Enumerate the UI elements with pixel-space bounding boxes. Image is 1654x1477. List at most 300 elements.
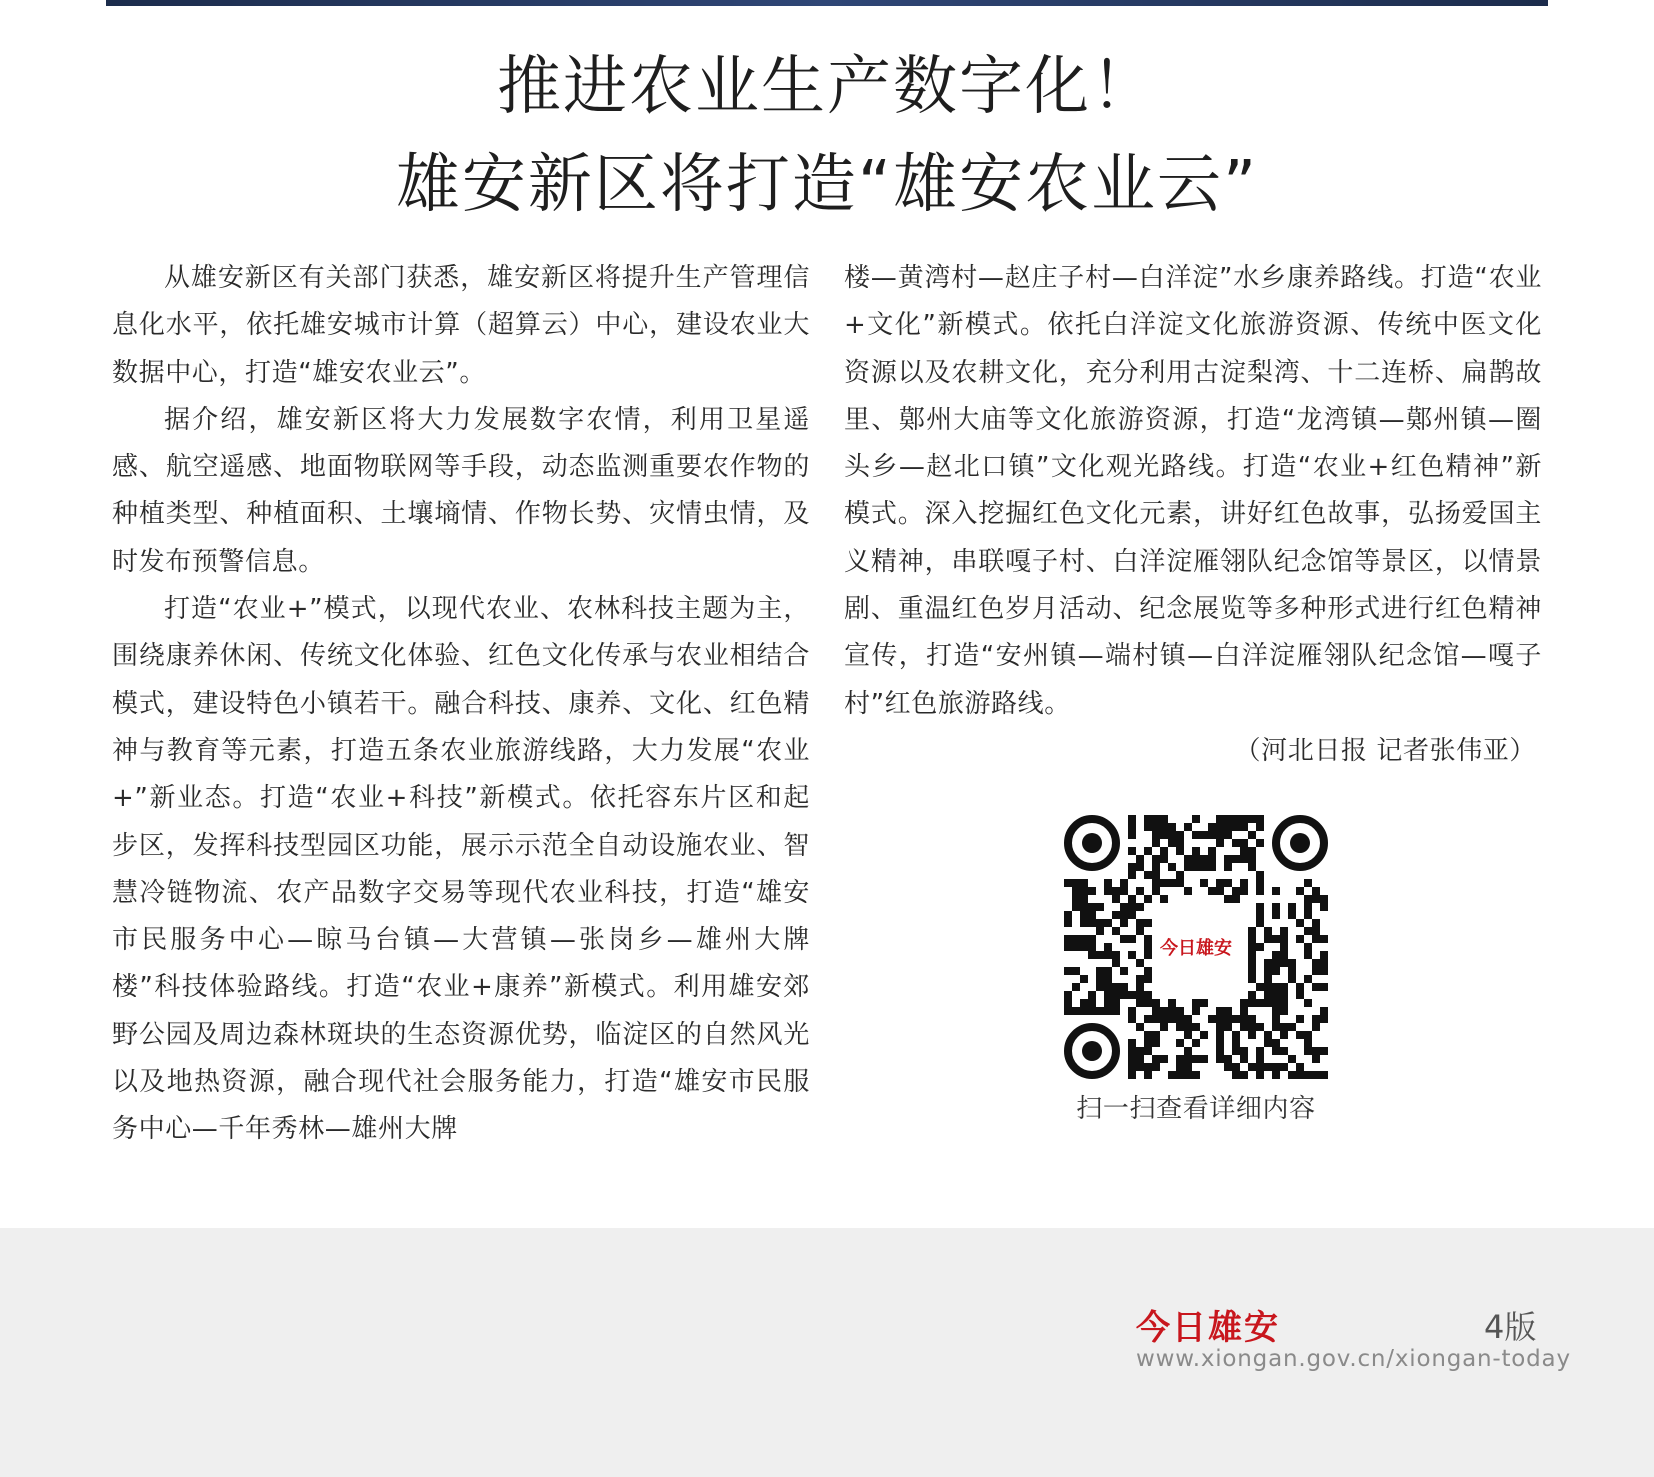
qr-module [1128,1071,1136,1079]
qr-module [1144,943,1152,951]
qr-module [1176,1015,1184,1023]
qr-module [1128,847,1136,855]
qr-module [1248,831,1256,839]
qr-module [1248,863,1256,871]
article-headline [0,38,1654,234]
qr-module [1312,959,1320,967]
qr-module [1280,951,1288,959]
qr-module [1280,935,1288,943]
qr-module [1200,831,1208,839]
qr-module [1082,833,1102,853]
qr-module [1256,903,1264,911]
qr-module [1080,999,1088,1007]
qr-module [1176,1039,1184,1047]
qr-module [1232,855,1240,863]
qr-module [1320,983,1328,991]
qr-module [1216,1047,1224,1055]
qr-module [1240,823,1248,831]
qr-module [1120,879,1128,887]
qr-center-logo: 今日雄安 [1160,938,1232,959]
qr-module [1144,1031,1152,1039]
qr-module [1248,1063,1256,1071]
qr-module [1112,951,1120,959]
qr-module [1240,815,1248,823]
qr-module [1144,895,1152,903]
qr-module [1192,863,1200,871]
qr-module [1176,1055,1184,1063]
qr-module [1192,831,1200,839]
qr-module [1320,951,1328,959]
qr-module [1088,951,1096,959]
qr-module [1128,1007,1136,1015]
qr-module [1128,1063,1136,1071]
qr-module [1224,895,1232,903]
qr-module [1240,887,1248,895]
qr-module [1168,1015,1176,1023]
qr-module [1128,903,1136,911]
qr-module [1192,1071,1200,1079]
qr-module [1072,943,1080,951]
qr-module [1136,919,1144,927]
qr-module [1304,999,1312,1007]
qr-module [1304,1039,1312,1047]
qr-module [1280,943,1288,951]
qr-module [1280,983,1288,991]
qr-module [1080,943,1088,951]
page-number: 4版 [1484,1308,1537,1346]
qr-module [1168,863,1176,871]
qr-module [1064,991,1072,999]
qr-module [1280,959,1288,967]
qr-module [1136,903,1144,911]
qr-module [1240,839,1248,847]
qr-module [1088,919,1096,927]
qr-module [1208,863,1216,871]
qr-module [1128,895,1136,903]
qr-module [1080,911,1088,919]
paragraph: 从雄安新区有关部门获悉，雄安新区将提升生产管理信息化水平，依托雄安城市计算（超算云）中心，建设农业大数据中心，打造“雄安农业云”。 [112,263,810,388]
qr-module [1152,999,1160,1007]
qr-module [1120,991,1128,999]
qr-module [1128,951,1136,959]
qr-module [1080,887,1088,895]
qr-module [1144,999,1152,1007]
qr-module [1184,1031,1192,1039]
qr-module [1176,1007,1184,1015]
qr-module [1152,1063,1160,1071]
qr-module [1144,975,1152,983]
qr-module [1104,1007,1112,1015]
qr-module [1144,967,1152,975]
qr-module [1152,855,1160,863]
qr-module [1200,879,1208,887]
qr-module [1280,991,1288,999]
qr-module [1104,983,1112,991]
qr-module [1088,999,1096,1007]
qr-module [1232,1015,1240,1023]
qr-module [1088,887,1096,895]
qr-module [1280,1047,1288,1055]
qr-module [1208,823,1216,831]
qr-module [1080,879,1088,887]
qr-module [1176,879,1184,887]
qr-module [1160,1055,1168,1063]
qr-module [1264,967,1272,975]
qr-module [1296,1015,1304,1023]
qr-module [1296,919,1304,927]
qr-module [1248,975,1256,983]
qr-module [1136,999,1144,1007]
qr-module [1296,935,1304,943]
qr-module [1088,935,1096,943]
qr-module [1304,943,1312,951]
qr-module [1120,911,1128,919]
qr-module [1192,855,1200,863]
qr-module [1232,887,1240,895]
qr-module [1184,1071,1192,1079]
qr-module [1168,831,1176,839]
qr-module [1136,959,1144,967]
qr-module [1312,967,1320,975]
qr-module [1096,951,1104,959]
qr-module [1152,1039,1160,1047]
qr-module [1104,975,1112,983]
qr-module [1288,1023,1296,1031]
qr-module [1184,1015,1192,1023]
qr-module [1312,887,1320,895]
paragraph-continuation: 楼—黄湾村—赵庄子村—白洋淀”水乡康养路线。打造“农业+文化”新模式。依托白洋淀文化旅游资源、传统中医文化资源以及农耕文化，充分利用古淀梨湾、十二连桥、扁鹊故里、鄚州大庙等文化旅游资源，打造“龙湾镇—鄚州镇—圈头乡—赵北口镇”文化观光路线。打造“农业+红色精神”新模式。深入挖掘红色文化元素，讲好红色故事，弘扬爱国主义精神，串联嘎子村、白洋淀雁翎队纪念馆等景区，以情景剧、重温红色岁月活动、纪念展览等多种形式进行红色精神宣传，打造“安州镇—端村镇—白洋淀雁翎队纪念馆—嘎子村”红色旅游路线。 [844,263,1542,719]
qr-module [1080,935,1088,943]
qr-module [1168,839,1176,847]
site-url[interactable]: www.xiongan.gov.cn/xiongan-today [1136,1346,1571,1372]
qr-module [1232,1031,1240,1039]
qr-module [1272,959,1280,967]
qr-module [1152,1055,1160,1063]
qr-module [1272,951,1280,959]
qr-module [1144,871,1152,879]
qr-module [1120,935,1128,943]
qr-module [1240,1015,1248,1023]
qr-module [1224,1055,1232,1063]
qr-module [1248,927,1256,935]
qr-module [1104,887,1112,895]
qr-module [1168,1007,1176,1015]
qr-module [1072,967,1080,975]
qr-module [1144,823,1152,831]
qr-module [1312,1071,1320,1079]
qr-module [1288,975,1296,983]
qr-module [1072,895,1080,903]
qr-module [1088,943,1096,951]
headline-line-2: 雄安新区将打造“雄安农业云” [395,148,1259,222]
qr-module [1320,1047,1328,1055]
qr-module [1224,1063,1232,1071]
qr-module [1104,999,1112,1007]
qr-module [1160,1023,1168,1031]
qr-module [1128,1015,1136,1023]
qr-module [1082,1041,1102,1061]
qr-module [1240,1007,1248,1015]
qr-module [1064,919,1072,927]
qr-module [1160,1007,1168,1015]
qr-module [1120,983,1128,991]
qr-module [1256,839,1264,847]
qr-module [1184,1047,1192,1055]
qr-module [1192,1039,1200,1047]
qr-module [1256,887,1264,895]
qr-module [1224,815,1232,823]
qr-module [1096,983,1104,991]
qr-module [1304,911,1312,919]
qr-module [1304,895,1312,903]
qr-module [1304,1047,1312,1055]
qr-module [1160,815,1168,823]
qr-module [1184,1063,1192,1071]
qr-module [1080,1007,1088,1015]
qr-module [1216,1055,1224,1063]
qr-module [1144,991,1152,999]
qr-module [1064,999,1072,1007]
qr-module [1248,855,1256,863]
qr-module [1304,951,1312,959]
qr-module [1136,1047,1144,1055]
qr-module [1312,919,1320,927]
qr-code[interactable] [1064,815,1328,1079]
qr-module [1152,1031,1160,1039]
qr-module [1088,911,1096,919]
qr-module [1112,887,1120,895]
paragraph: 打造“农业+”模式，以现代农业、农林科技主题为主，围绕康养休闲、传统文化体验、红色文化传承与农业相结合模式，建设特色小镇若干。融合科技、康养、文化、红色精神与教育等元素，打造五条农业旅游线路，大力发展“农业+”新业态。打造“农业+科技”新模式。依托容东片区和起步区，发挥科技型园区功能，展示示范全自动设施农业、智慧冷链物流、农产品数字交易等现代农业科技，打造“雄安市民服务中心—晾马台镇—大营镇—张岗乡—雄州大牌楼”科技体验路线。打造“农业+康养”新模式。利用雄安郊野公园及周边森林斑块的生态资源优势，临淀区的自然风光以及地热资源，融合现代社会服务能力，打造“雄安市民服务中心—千年秀林—雄州大牌 [112,594,810,1145]
article-column-right [844,255,1542,775]
qr-module [1256,943,1264,951]
qr-module [1264,975,1272,983]
qr-module [1264,983,1272,991]
qr-module [1312,935,1320,943]
qr-module [1112,1007,1120,1015]
qr-module [1256,999,1264,1007]
qr-module [1184,855,1192,863]
qr-module [1176,831,1184,839]
qr-module [1256,983,1264,991]
qr-module [1280,1063,1288,1071]
qr-module [1320,895,1328,903]
qr-module [1192,1023,1200,1031]
qr-module [1288,903,1296,911]
qr-module [1160,895,1168,903]
qr-module [1072,1007,1080,1015]
qr-module [1176,871,1184,879]
qr-module [1152,839,1160,847]
qr-module [1240,1023,1248,1031]
qr-module [1288,911,1296,919]
qr-module [1280,999,1288,1007]
qr-module [1256,815,1264,823]
qr-module [1216,879,1224,887]
qr-module [1304,1071,1312,1079]
qr-module [1280,1007,1288,1015]
qr-module [1120,903,1128,911]
qr-module [1216,1015,1224,1023]
qr-module [1216,815,1224,823]
qr-module [1144,935,1152,943]
headline-line-1: 推进农业生产数字化！ [497,50,1157,124]
qr-module [1096,975,1104,983]
qr-module [1152,887,1160,895]
qr-module [1160,855,1168,863]
qr-module [1208,887,1216,895]
qr-module [1288,967,1296,975]
qr-module [1296,1071,1304,1079]
qr-module [1136,863,1144,871]
qr-module [1088,903,1096,911]
qr-module [1112,983,1120,991]
qr-module [1200,855,1208,863]
qr-module [1064,1007,1072,1015]
qr-module [1248,999,1256,1007]
qr-module [1104,967,1112,975]
qr-module [1312,895,1320,903]
qr-module [1272,1047,1280,1055]
qr-module [1208,831,1216,839]
qr-module [1248,967,1256,975]
qr-module [1248,935,1256,943]
qr-code-image[interactable] [1064,815,1328,1079]
qr-module [1304,975,1312,983]
qr-module [1304,903,1312,911]
qr-module [1312,1047,1320,1055]
qr-module [1320,1071,1328,1079]
qr-module [1064,935,1072,943]
qr-module [1248,959,1256,967]
qr-module [1176,847,1184,855]
qr-module [1240,1071,1248,1079]
qr-module [1216,887,1224,895]
qr-module [1216,831,1224,839]
qr-module [1064,879,1072,887]
qr-module [1280,1031,1288,1039]
qr-module [1248,1015,1256,1023]
qr-module [1320,1015,1328,1023]
qr-module [1296,983,1304,991]
qr-module [1248,815,1256,823]
qr-module [1096,1007,1104,1015]
qr-module [1256,879,1264,887]
qr-module [1144,1063,1152,1071]
qr-module [1264,999,1272,1007]
qr-module [1272,911,1280,919]
qr-module [1232,823,1240,831]
qr-module [1176,1063,1184,1071]
qr-module [1232,839,1240,847]
qr-module [1152,823,1160,831]
qr-module [1216,1023,1224,1031]
qr-module [1128,831,1136,839]
qr-module [1272,903,1280,911]
qr-module [1208,855,1216,863]
qr-module [1184,1055,1192,1063]
qr-module [1208,847,1216,855]
qr-module [1120,967,1128,975]
qr-module [1128,823,1136,831]
qr-module [1232,1047,1240,1055]
qr-module [1224,863,1232,871]
qr-module [1320,1007,1328,1015]
qr-module [1104,991,1112,999]
qr-module [1256,871,1264,879]
qr-module [1264,1031,1272,1039]
qr-module [1136,983,1144,991]
qr-module [1160,847,1168,855]
qr-module [1128,1055,1136,1063]
qr-module [1224,823,1232,831]
qr-module [1136,855,1144,863]
qr-module [1152,831,1160,839]
qr-module [1304,1031,1312,1039]
qr-module [1136,991,1144,999]
qr-module [1096,967,1104,975]
qr-module [1136,1063,1144,1071]
qr-module [1264,935,1272,943]
qr-module [1128,871,1136,879]
article-byline: （河北日报 记者张伟亚） [1234,735,1536,766]
qr-module [1088,1007,1096,1015]
qr-module [1104,943,1112,951]
qr-module [1256,1055,1264,1063]
qr-module [1272,967,1280,975]
qr-module [1216,823,1224,831]
qr-module [1088,991,1096,999]
qr-module [1080,895,1088,903]
qr-module [1096,927,1104,935]
qr-module [1290,833,1310,853]
qr-module [1240,879,1248,887]
qr-module [1256,919,1264,927]
qr-module [1168,879,1176,887]
brand-logo: 今日雄安 [1136,1308,1280,1348]
qr-module [1272,1023,1280,1031]
qr-module [1168,823,1176,831]
qr-module [1064,943,1072,951]
qr-module [1184,823,1192,831]
qr-module [1248,1023,1256,1031]
qr-module [1240,999,1248,1007]
qr-module [1112,999,1120,1007]
qr-module [1080,919,1088,927]
qr-module [1136,927,1144,935]
qr-module [1232,1039,1240,1047]
qr-module [1112,991,1120,999]
qr-module [1152,1015,1160,1023]
qr-module [1184,887,1192,895]
qr-module [1224,1023,1232,1031]
qr-module [1216,1031,1224,1039]
qr-module [1152,815,1160,823]
qr-module [1224,879,1232,887]
qr-module [1120,919,1128,927]
qr-module [1168,999,1176,1007]
qr-module [1224,1015,1232,1023]
qr-module [1128,935,1136,943]
qr-module [1264,1063,1272,1071]
qr-module [1192,847,1200,855]
qr-module [1104,951,1112,959]
qr-module [1072,983,1080,991]
qr-module [1176,1023,1184,1031]
qr-module [1264,1039,1272,1047]
qr-module [1192,1007,1200,1015]
qr-module [1216,1007,1224,1015]
qr-module [1224,855,1232,863]
